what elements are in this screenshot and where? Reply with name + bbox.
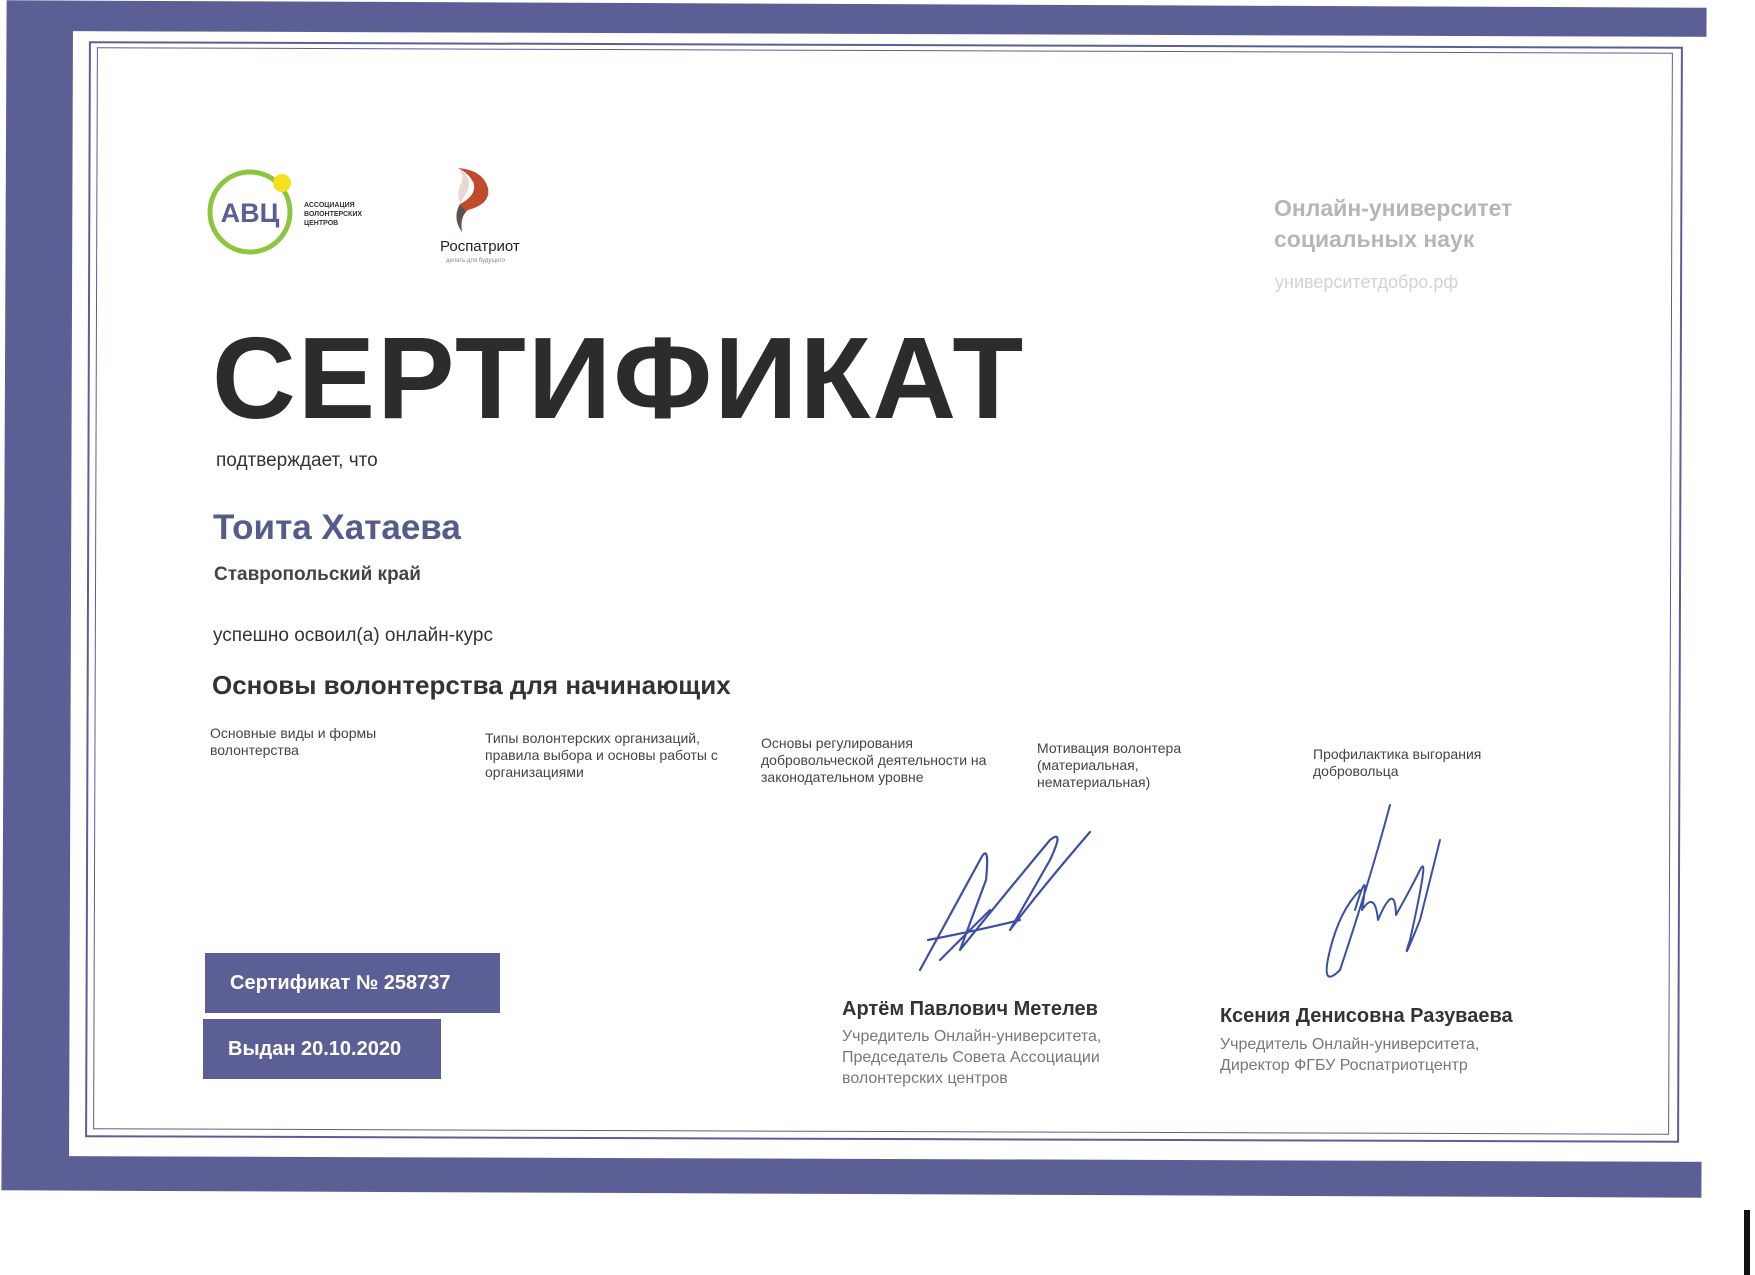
signature-metelev	[900, 820, 1120, 980]
avc-logo-abbr: АВЦ	[220, 198, 280, 228]
issue-date-badge	[203, 1019, 441, 1079]
university-url: университетдобро.рф	[1275, 272, 1459, 292]
course-module: Типы волонтерских организаций, правила выбора и основы работы с организациями	[485, 730, 718, 780]
avc-logo-line2: ВОЛОНТЕРСКИХ	[304, 211, 363, 218]
course-name: Основы волонтерства для начинающих	[212, 670, 731, 700]
scan-edge-mark	[1744, 1210, 1750, 1275]
course-module: Основы регулирования добровольческой деятельности на законодательном уровне	[761, 735, 987, 785]
certificate-title: СЕРТИФИКАТ	[212, 313, 1026, 443]
signatory-name: Артём Павлович Метелев	[842, 998, 1098, 1020]
recipient-name: Тоита Хатаева	[213, 508, 461, 547]
recipient-region: Ставропольский край	[214, 564, 421, 585]
avc-logo	[206, 165, 376, 261]
course-module: Основные виды и формы волонтерства	[210, 725, 377, 758]
university-title-line1: Онлайн-университет	[1274, 195, 1513, 221]
course-module: Профилактика выгорания добровольца	[1313, 746, 1482, 779]
certificate-number: Сертификат № 258737	[230, 971, 451, 994]
avc-logo-line1: АССОЦИАЦИЯ	[304, 202, 355, 209]
signature-razuvaeva	[1300, 800, 1480, 990]
signatory-role: Учредитель Онлайн-университета, Председатель Совета Ассоциации волонтерских центров	[842, 1028, 1102, 1087]
signatory-name: Ксения Денисовна Разуваева	[1220, 1005, 1513, 1027]
completed-text: успешно освоил(а) онлайн-курс	[213, 625, 493, 646]
university-title	[1274, 193, 1574, 255]
issue-date: Выдан 20.10.2020	[228, 1037, 402, 1060]
confirms-text: подтверждает, что	[216, 450, 378, 471]
course-module: Мотивация волонтера (материальная, нематериальная)	[1037, 740, 1182, 790]
rospatriot-name: Роспатриот	[440, 238, 520, 255]
university-title-line2: социальных наук	[1274, 226, 1475, 252]
rospatriot-tagline: делать для будущего	[446, 258, 506, 264]
avc-logo-line3: ЦЕНТРОВ	[304, 220, 339, 227]
certificate-number-badge	[205, 953, 500, 1013]
rospatriot-logo	[438, 160, 508, 235]
signatory-role: Учредитель Онлайн-университета, Директор ФГБУ Роспатриотцентр	[1220, 1036, 1480, 1074]
